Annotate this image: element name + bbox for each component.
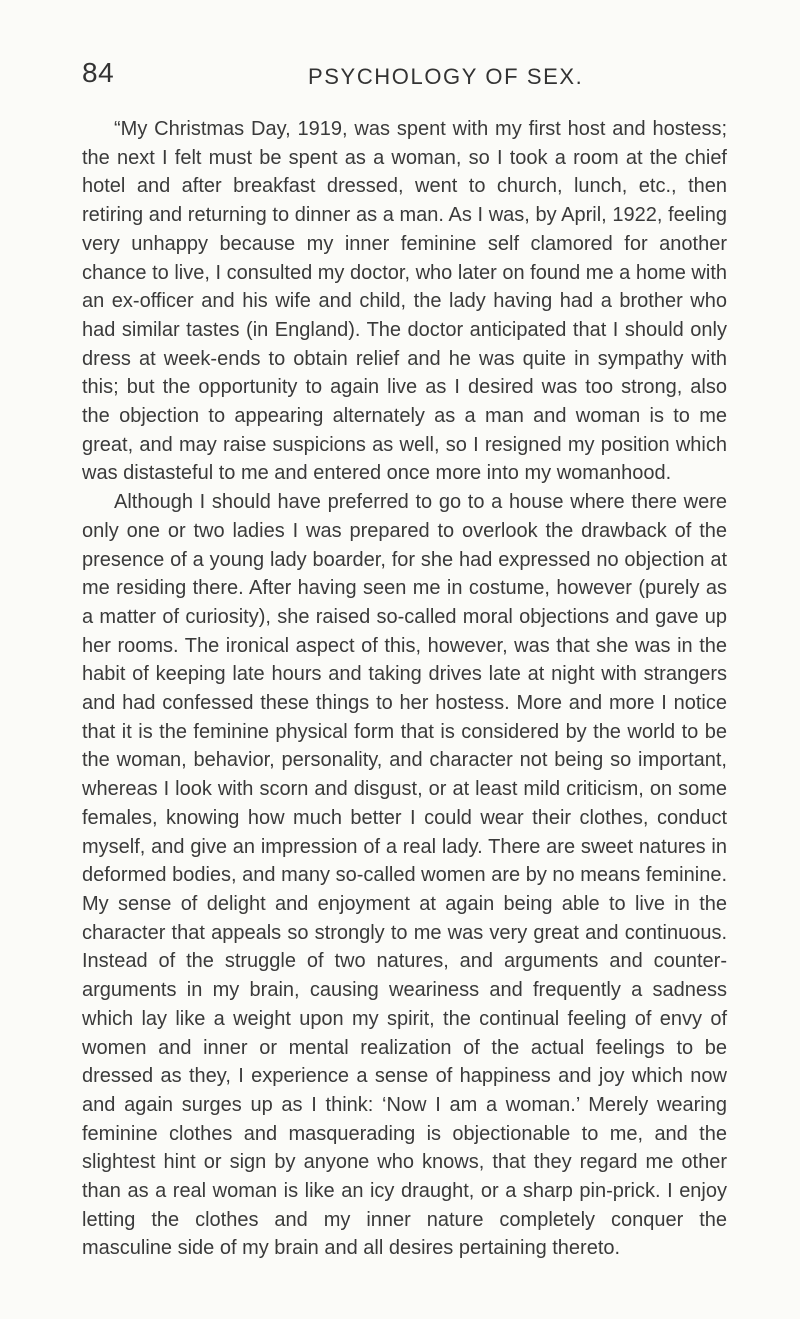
paragraph: “My Christmas Day, 1919, was spent with my first host and hostess; the next I felt must be spent as a woman, so I took a room at the chief hotel and after breakfast dressed, went to church, lunch, etc., then retiring and returning to dinner as a man. As I was, by April, 1922, feeling very unhappy because my inner feminine self clamored for another chance to live, I consulted my doctor, who later on found me a home with an ex-officer and his wife and child, the lady having had a brother who had similar tastes (in England). The doctor anticipated that I should only dress at week-ends to obtain relief and he was quite in sympathy with this; but the opportunity to again live as I desired was too strong, also the objection to appearing alternately as a man and woman is to me great, and may raise suspicions as well, so I resigned my position which was distasteful to me and entered once more into my womanhood. — [82, 118, 727, 485]
body-text — [82, 115, 727, 1263]
paragraph: Although I should have preferred to go to a house where there were only one or two ladies I was prepared to overlook the drawback of the presence of a young lady boarder, for she had expressed no objection at me residing there. After having seen me in costume, however (purely as a matter of curiosity), she raised so-called moral objections and gave up her rooms. The ironical aspect of this, however, was that she was in the habit of keeping late hours and taking drives late at night with strangers and had confessed these things to her hostess. More and more I notice that it is the feminine physical form that is considered by the world to be the woman, behavior, personality, and character not being so important, whereas I look with scorn and disgust, or at least mild criticism, on some females, knowing how much better I could wear their clothes, conduct myself, and give an impression of a real lady. There are sweet natures in deformed bodies, and many so-called women are by no means feminine. My sense of delight and enjoyment at again being able to live in the character that appeals so strongly to me was very great and continuous. Instead of the struggle of two natures, and arguments and counter-arguments in my brain, causing weariness and frequently a sadness which lay like a weight upon my spirit, the continual feeling of envy of women and inner or mental realization of the actual feelings to be dressed as they, I experience a sense of happiness and joy which now and again surges up as I think: ‘Now I am a woman.’ Merely wearing feminine clothes and masquerading is objectionable to me, and the slightest hint or sign by anyone who knows, that they regard me other than as a real woman is like an icy draught, or a sharp pin-prick. I enjoy letting the clothes and my inner nature completely conquer the masculine side of my brain and all desires pertaining thereto. — [82, 491, 727, 1260]
page-number: 84 — [82, 57, 115, 88]
running-head: PSYCHOLOGY OF SEX. — [308, 64, 584, 89]
